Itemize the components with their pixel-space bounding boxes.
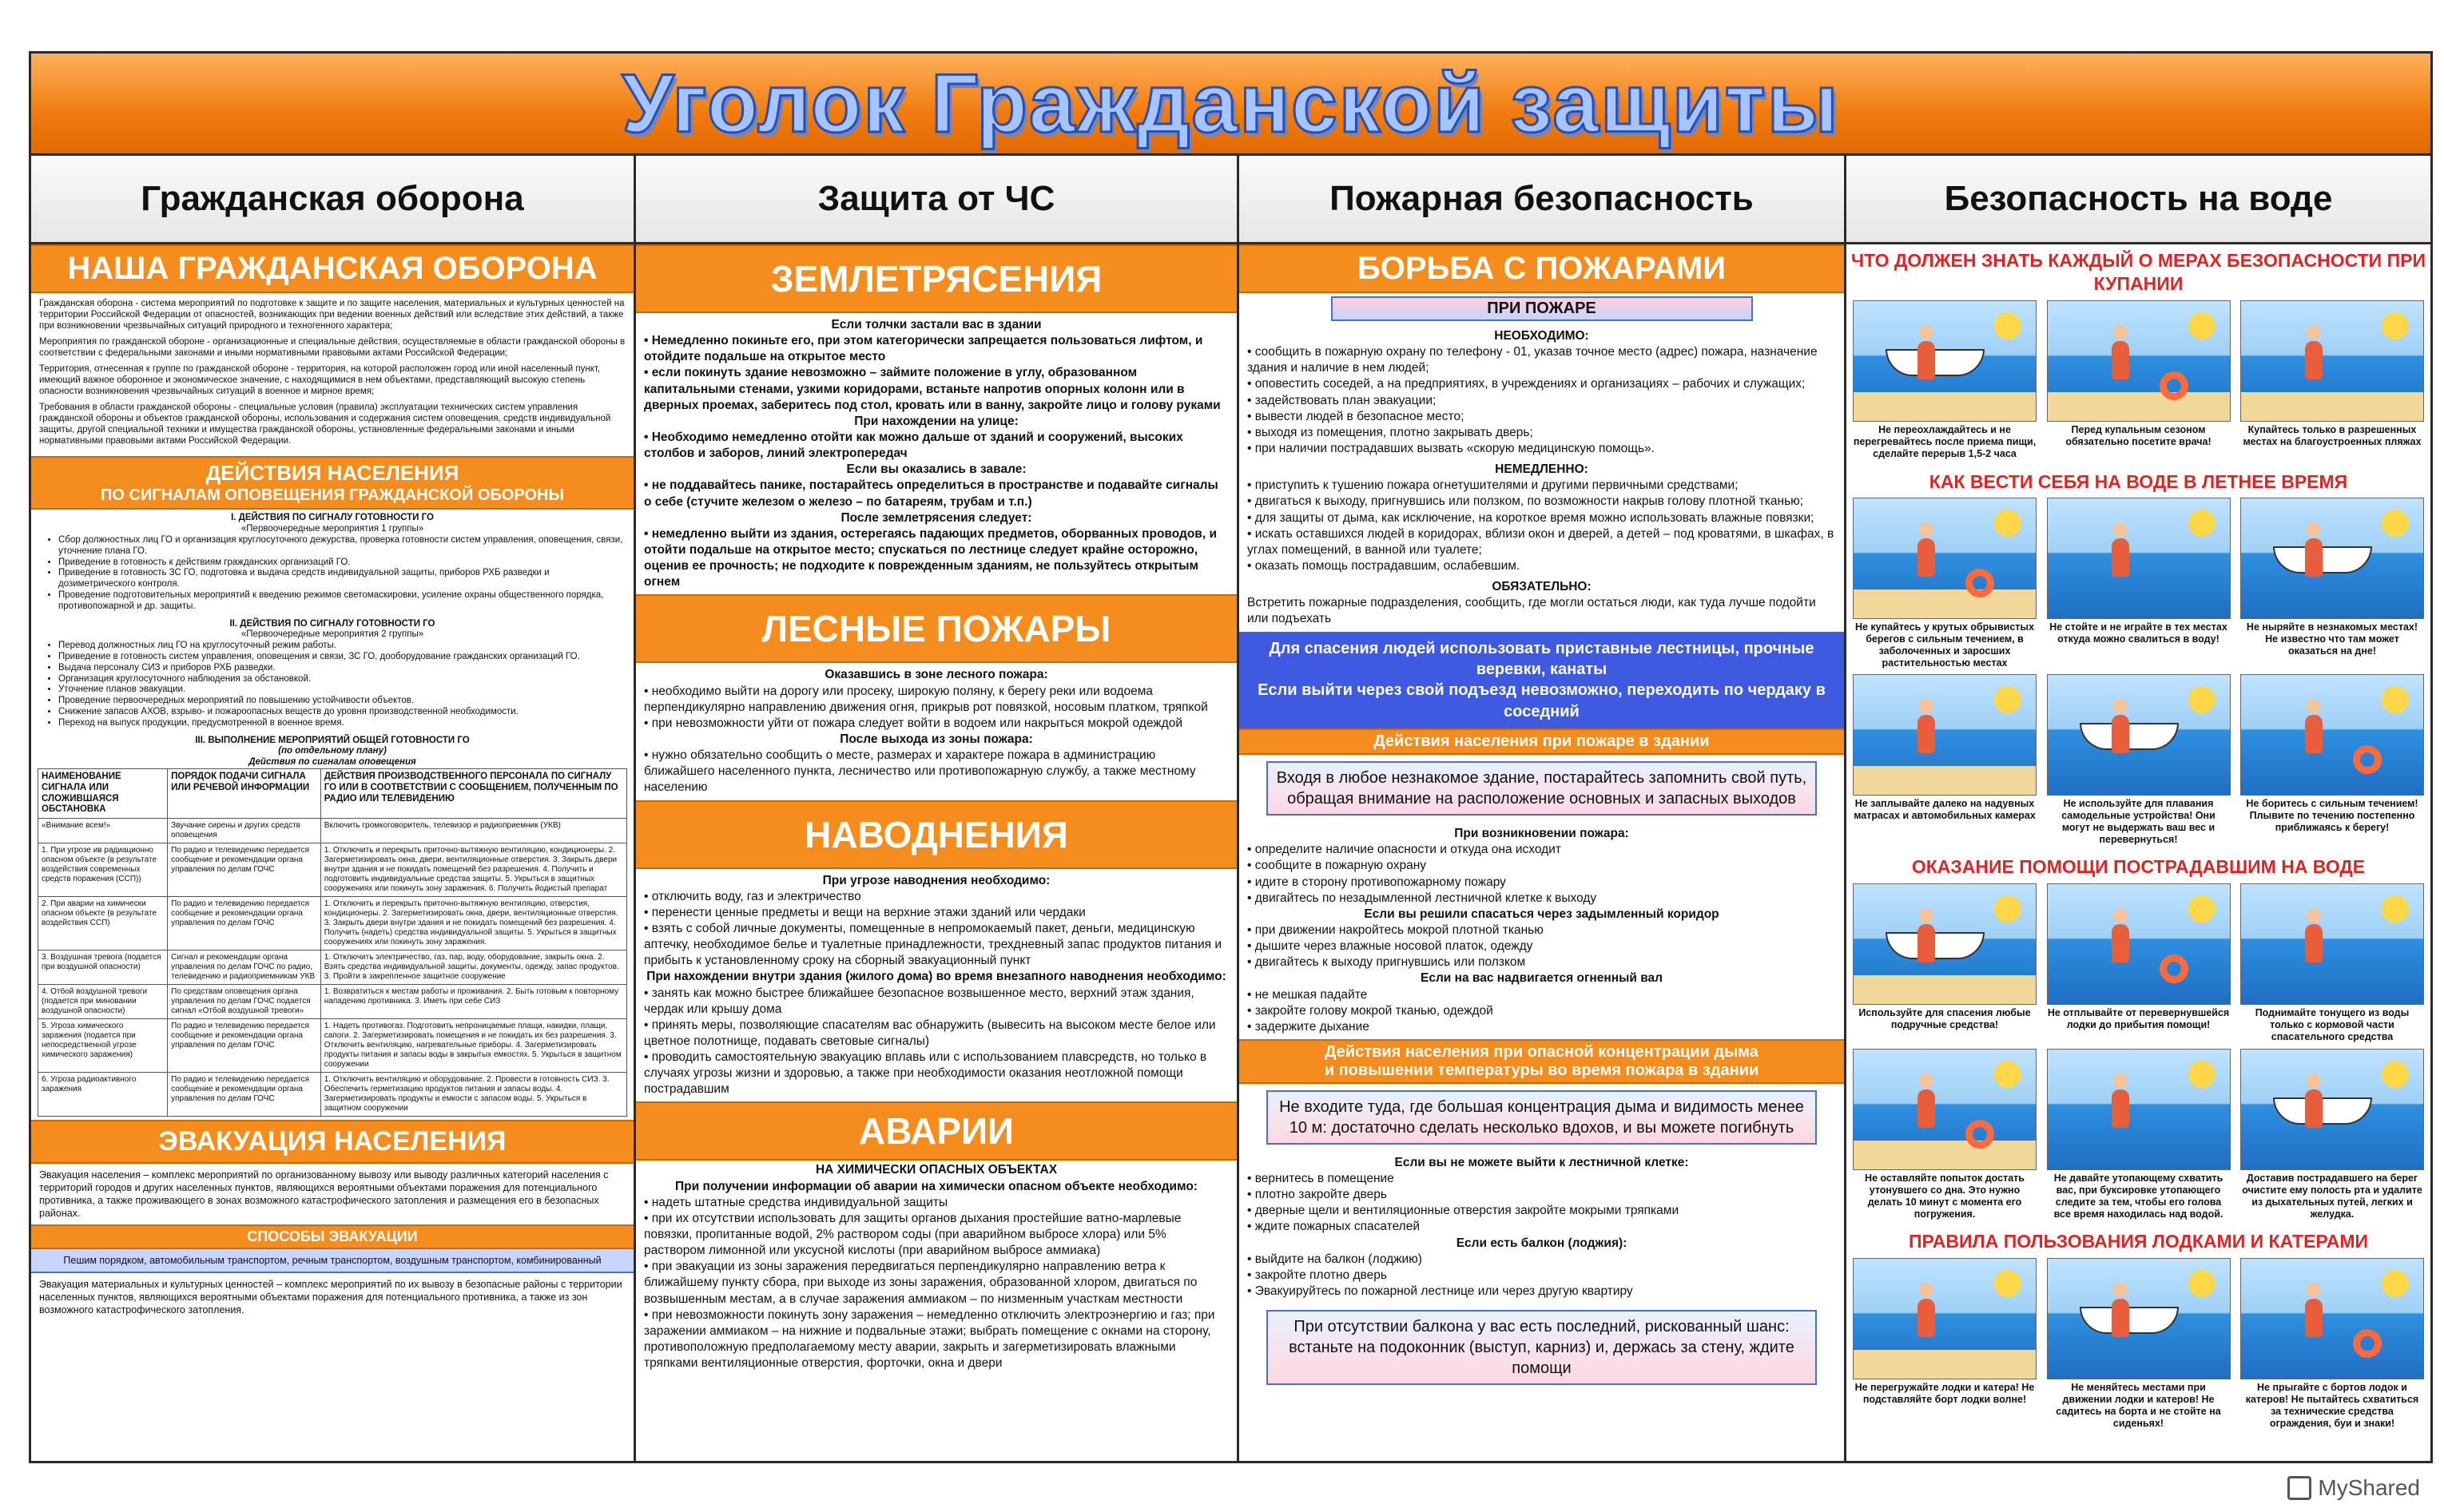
section-title: ЛЕСНЫЕ ПОЖАРЫ bbox=[636, 594, 1237, 663]
illustration-caption: Не заплывайте далеко на надувных матрасах и автомобильных камерах bbox=[1854, 798, 2036, 822]
illustration-image bbox=[2240, 674, 2424, 796]
beach-shape bbox=[1854, 589, 2036, 618]
table-cell: 1. Отключить вентиляцию и оборудование. 2. Провести в готовность СИЗ. 3. Обеспечить герметизацию продуктов питания и запасы воды. 4. Загерметизировать продукты и емкости с запасом воды. 5. Укрыться в защитном сооружении bbox=[320, 1073, 626, 1117]
sun-icon bbox=[2382, 686, 2409, 713]
evacuation-values-text: Эвакуация материальных и культурных ценностей – комплекс мероприятий по их вывозу в безопасные районы с территории населенных пунктов, являющихся вероятными объектами поражения для потенциального противника, а также из зон возможного катастрофического затопления. bbox=[39, 1279, 622, 1316]
subheading: Если вы решили спасаться через задымленный коридор bbox=[1364, 907, 1719, 921]
person-head-icon bbox=[1919, 325, 1933, 339]
section-bar: Действия населения при пожаре в здании bbox=[1239, 728, 1844, 755]
boat-icon bbox=[2080, 723, 2179, 750]
beach-shape bbox=[1854, 392, 2036, 421]
table-caption: Действия по сигналам оповещения bbox=[248, 757, 416, 768]
illustration-row bbox=[1846, 674, 2430, 851]
person-head-icon bbox=[2307, 699, 2321, 713]
person-icon bbox=[1917, 538, 1935, 577]
illustration-image bbox=[2047, 1049, 2231, 1170]
table-cell: По радио и телевидению передается сообщение и рекомендации органа управления по делам ГОЧС bbox=[168, 1073, 321, 1117]
person-icon bbox=[2305, 1299, 2323, 1337]
list-item: • Проведение подготовительных мероприятий к введению режимов светомаскировки, усиление охраны общественного порядка, противопожарной и др. защиты. bbox=[58, 590, 627, 613]
column-header: Пожарная безопасность bbox=[1239, 156, 1844, 244]
person-head-icon bbox=[2307, 1283, 2321, 1297]
person-icon bbox=[2112, 538, 2129, 577]
readiness-block bbox=[31, 510, 634, 1120]
readiness-title: I. ДЕЙСТВИЯ ПО СИГНАЛУ ГОТОВНОСТИ ГО bbox=[231, 513, 434, 523]
section-subtitle: ПО СИГНАЛАМ ОПОВЕЩЕНИЯ ГРАЖДАНСКОЙ ОБОРОНЫ bbox=[100, 486, 565, 505]
table-row bbox=[38, 819, 627, 843]
illustration-caption: Не прыгайте с бортов лодок и катеров! Не пытайтесь схватиться за технические средства ограждения, буи и знаки! bbox=[2245, 1381, 2419, 1429]
water-heading: КАК ВЕСТИ СЕБЯ НА ВОДЕ В ЛЕТНЕЕ ВРЕМЯ bbox=[1929, 470, 2348, 492]
sun-icon bbox=[1994, 510, 2021, 537]
lifebuoy-icon bbox=[2353, 1329, 2382, 1358]
table-cell: По средствам оповещения органа управления по делам ГОЧС подается сигнал «Отбой воздушной тревоги» bbox=[168, 985, 321, 1019]
boat-icon bbox=[2080, 1307, 2179, 1334]
earthquake-text bbox=[636, 313, 1237, 594]
paragraph: • необходимо выйти на дорогу или просеку, широкую поляну, к берегу реки или водоема перпендикулярно направлению движения огня, прикрыв рот повязкой, носовым платком, тряпкой • при невозможности уйти от пожара следует войти в водоем или накрыться мокрой одеждой bbox=[644, 684, 1208, 730]
readiness-subtitle: (по отдельному плану) bbox=[278, 746, 387, 756]
sun-icon bbox=[1994, 1270, 2021, 1297]
person-head-icon bbox=[2307, 1073, 2321, 1088]
water-heading: ЧТО ДОЛЖЕН ЗНАТЬ КАЖДЫЙ О МЕРАХ БЕЗОПАСНОСТИ ПРИ КУПАНИИ bbox=[1851, 250, 2426, 294]
illustration-image bbox=[2240, 1258, 2424, 1379]
column-civil-defense bbox=[31, 156, 636, 1461]
illustration-caption: Не перегружайте лодки и катера! Не подставляйте борт лодки волне! bbox=[1854, 1381, 2035, 1405]
beach-shape bbox=[1854, 975, 2036, 1004]
illustration-row bbox=[1846, 883, 2430, 1049]
person-head-icon bbox=[2113, 325, 2128, 339]
sun-icon bbox=[1994, 686, 2021, 713]
definition: Гражданская оборона - система мероприятий по подготовке к защите и по защите населения, материальных и культурных ценностей на территории Российской Федерации от опасностей, возникающих при ведении военных действий или вследствие этих действий, а также при возникновении чрезвычайных ситуаций природного и техногенного характера; bbox=[39, 299, 625, 331]
note-box: Не входите туда, где большая концентрация дыма и видимость менее 10 м: достаточно сделать несколько вдохов, и вы можете погибнуть bbox=[1266, 1090, 1817, 1145]
sun-icon bbox=[1994, 1061, 2021, 1088]
table-column-header: ДЕЙСТВИЯ ПРОИЗВОДСТВЕННОГО ПЕРСОНАЛА ПО СИГНАЛУ ГО ИЛИ В СООТВЕТСТВИИ С СООБЩЕНИЕМ, ПОЛУЧЕННЫМ ПО РАДИО ИЛИ ТЕЛЕВИДЕНИЮ bbox=[320, 768, 626, 818]
definition: Требования в области гражданской обороны - специальные условия (правила) эксплуатации технических систем управления гражданской обороны и объектов гражданской обороны, использования и содержания систем оповещения, средств индивидуальной защиты, другой специальной техники и имущества гражданской обороны, установленные федеральными законами и иными нормативными правовыми актами Российской Федерации. bbox=[39, 403, 611, 446]
water-illustration bbox=[2240, 883, 2424, 1049]
water-illustration bbox=[2240, 674, 2424, 851]
illustration-image bbox=[2240, 498, 2424, 619]
readiness-subtitle: «Первоочередные мероприятия 1 группы» bbox=[240, 524, 424, 534]
subheading: При нахождении на улице: bbox=[854, 414, 1019, 428]
boat-icon bbox=[2273, 546, 2372, 573]
subheading: Если на вас надвигается огненный вал bbox=[1420, 971, 1663, 986]
paragraph: • надеть штатные средства индивидуальной защиты • при их отсутствии использовать для защиты органов дыхания простейшие ватно-марлевые повязки, пропитанные водой, 2% раствором соды (при аварийном выбросе хлора) или 5% раствором лимонной или уксусной кислоты (при аварийном выбросе аммиака) • при эвакуации из зоны заражения передвигаться перпендикулярно направлению ветра к ближайшему пункту сбора, при выходе из зоны заражения, образованной хлором, двигаться по возвышенным местам, а в случае заражения аммиаком – по низменным участкам местности • при невозможности покинуть зону заражения – немедленно отключить электроэнергию и газ; при заражении аммиаком – на нижние и подвальные этажи; выбрать помещение с окнами на сторону, противоположную предполагаемому месту аварии, закрыть и загерметизировать влажными тряпками вентиляционные отверстия, форточки, окна и двери bbox=[644, 1195, 1215, 1371]
readiness-subtitle: «Первоочередные мероприятия 2 группы» bbox=[240, 629, 424, 640]
water-illustration bbox=[1853, 300, 2037, 466]
table-cell: 1. Отключить электричество, газ, пар, воду, оборудование, закрыть окна. 2. Взять средства индивидуальной защиты, документы, одежду, запас продуктов. 3. Пройти в закрепленное защитное сооружение bbox=[320, 950, 626, 985]
water-illustration bbox=[2047, 300, 2231, 466]
table-cell: 4. Отбой воздушной тревоги (подается при миновании воздушной опасности) bbox=[38, 985, 168, 1019]
person-icon bbox=[1917, 341, 1935, 379]
sun-icon bbox=[2382, 895, 2409, 923]
sun-icon bbox=[1994, 312, 2021, 339]
illustration-caption: Не меняйтесь местами при движении лодки и катеров! Не садитесь на борта и не стойте на сиденьях! bbox=[2056, 1381, 2221, 1429]
myshared-icon bbox=[2287, 1476, 2311, 1500]
list-item: • Выдача персоналу СИЗ и приборов РХБ разведки. bbox=[58, 663, 627, 674]
paragraph: • не поддавайтесь панике, постарайтесь определиться в пространстве и подавайте сигналы о себе (стучите железом о железо – по батареям, трубам и т.п.) bbox=[644, 478, 1218, 509]
paragraph: Встретить пожарные подразделения, сообщить, где могли остаться люди, как туда лучше подойти или подъехать bbox=[1247, 596, 1816, 626]
water-illustration bbox=[2240, 1049, 2424, 1225]
list-item: • Сбор должностных лиц ГО и организация круглосуточного дежурства, проверка готовности систем управления, оповещения, связи, уточнение плана ГО. bbox=[58, 535, 627, 558]
illustration-image bbox=[1853, 883, 2037, 1005]
table-cell: 1. Отключить и перекрыть приточно-вытяжную вентиляцию, кондиционеры. 2. Загерметизировать окна, двери, вентиляционные отверстия. 3. Закрыть двери внутри здания и не покидать помещений без разрешения. 4. Получить и подготовить индивидуальные средства защиты. 5. Укрыться в защитных сооружениях или покинуть зону заражения. 6. Получить йодистый препарат bbox=[320, 843, 626, 897]
fire-building-text bbox=[1239, 822, 1844, 1039]
illustration-image bbox=[1853, 498, 2037, 619]
subheading: После выхода из зоны пожара: bbox=[840, 732, 1033, 746]
subheading: Если вы оказались в завале: bbox=[846, 462, 1027, 477]
person-head-icon bbox=[2113, 522, 2128, 537]
illustration-caption: Не купайтесь у крутых обрывистых берегов с сильным течением, в заболоченных и заросших растительностью местах bbox=[1854, 621, 2035, 669]
methods-title: СПОСОБЫ ЭВАКУАЦИИ bbox=[31, 1224, 634, 1249]
illustration-image bbox=[2240, 300, 2424, 422]
person-head-icon bbox=[1919, 699, 1933, 713]
subheading: Если вы не можете выйти к лестничной клетке: bbox=[1394, 1155, 1689, 1169]
water-heading: ОКАЗАНИЕ ПОМОЩИ ПОСТРАДАВШИМ НА ВОДЕ bbox=[1911, 856, 2366, 878]
table-cell: По радио и телевидению передается сообщение и рекомендации органа управления по делам ГОЧС bbox=[168, 843, 321, 897]
beach-shape bbox=[2241, 392, 2423, 421]
column-header: Безопасность на воде bbox=[1846, 156, 2430, 244]
illustration-caption: Не отплывайте от перевернувшейся лодки до прибытия помощи! bbox=[2047, 1007, 2230, 1030]
definition: Территория, отнесенная к группе по гражданской обороне - территория, на которой расположен город или иной населенный пункт, имеющий важное оборонное и экономическое значение, с находящимися в нем объектами, представляющий высокую степень опасности возникновения чрезвычайных ситуаций в военное и мирное время; bbox=[39, 364, 601, 397]
lifebuoy-icon bbox=[2353, 745, 2382, 774]
person-head-icon bbox=[2113, 908, 2128, 923]
illustration-image bbox=[2240, 1049, 2424, 1170]
table-row bbox=[38, 985, 627, 1019]
water-illustration bbox=[2047, 674, 2231, 851]
table-cell: Включить громкоговоритель, телевизор и радиоприемник (УКВ) bbox=[320, 819, 626, 843]
sun-icon bbox=[2188, 312, 2215, 339]
table-row bbox=[38, 1019, 627, 1073]
section-title-line: ДЕЙСТВИЯ НАСЕЛЕНИЯ bbox=[205, 461, 459, 486]
section-title: ЭВАКУАЦИЯ НАСЕЛЕНИЯ bbox=[31, 1120, 634, 1164]
forest-fire-text bbox=[636, 663, 1237, 800]
subheading: После землетрясения следует: bbox=[840, 510, 1032, 525]
readiness-list bbox=[38, 641, 627, 728]
water-illustration bbox=[2047, 1258, 2231, 1435]
section-title: АВАРИИ bbox=[636, 1101, 1237, 1161]
table-column-header: ПОРЯДОК ПОДАЧИ СИГНАЛА ИЛИ РЕЧЕВОЙ ИНФОРМАЦИИ bbox=[168, 768, 321, 818]
list-item: • Переход на выпуск продукции, предусмотренной в военное время. bbox=[58, 718, 627, 729]
subheading: Если есть балкон (лоджия): bbox=[1456, 1236, 1627, 1250]
subheading: При получении информации об аварии на химически опасном объекте необходимо: bbox=[675, 1179, 1198, 1193]
paragraph: • не мешкая падайте • закройте голову мокрой тканью, одеждой • задержите дыхание bbox=[1247, 987, 1493, 1034]
table-row bbox=[38, 950, 627, 985]
sun-icon bbox=[2382, 510, 2409, 537]
illustration-caption: Не оставляйте попыток достать утонувшего со дна. Это нужно делать 10 минут с момента его погружения. bbox=[1865, 1173, 2025, 1220]
subheading: НА ХИМИЧЕСКИ ОПАСНЫХ ОБЪЕКТАХ bbox=[815, 1163, 1058, 1177]
list-item: • Приведение в готовность ЗС ГО, подготовка и выдача средств индивидуальной защиты, приборов РХБ разведки и дозиметрического контроля. bbox=[58, 568, 627, 590]
column-header: Гражданская оборона bbox=[31, 156, 634, 244]
lifebuoy-icon bbox=[1965, 569, 1994, 597]
table-cell: 3. Воздушная тревога (подается при воздушной опасности) bbox=[38, 950, 168, 985]
readiness-list bbox=[38, 535, 627, 613]
illustration-row bbox=[1846, 1049, 2430, 1225]
subheading: Если толчки застали вас в здании bbox=[831, 318, 1042, 331]
note-box: При отсутствии балкона у вас есть последний, рискованный шанс: встаньте на подоконник (выступ, карниз) и, держась за стену, ждите помощи bbox=[1266, 1310, 1817, 1385]
subheading: НЕОБХОДИМО: bbox=[1494, 329, 1589, 343]
subheading: При возникновении пожара: bbox=[1454, 827, 1629, 841]
poster-title: Уголок Гражданской защиты bbox=[622, 58, 1840, 150]
illustration-image bbox=[2047, 498, 2231, 619]
table-cell: 1. Отключить и перекрыть приточно-вытяжную вентиляцию, отверстия, кондиционеры. 2. Загерметизировать окна, двери, вентиляционные отверстия. 3. Закрыть двери внутри здания и не покидать помещений без разрешения. 4. Получить (надеть) средства индивидуальной защиты. 5. Укрыться в защитных сооружениях или покинуть зону заражения. bbox=[320, 897, 626, 950]
person-icon bbox=[1917, 924, 1935, 962]
section-title: ЗЕМЛЕТРЯСЕНИЯ bbox=[636, 244, 1237, 313]
person-head-icon bbox=[2113, 1073, 2128, 1088]
section-title: НАВОДНЕНИЯ bbox=[636, 800, 1237, 869]
column-water-safety bbox=[1846, 156, 2430, 1461]
person-icon bbox=[2305, 341, 2323, 379]
column-fire-safety bbox=[1239, 156, 1846, 1461]
paragraph: • вернитесь в помещение • плотно закройте дверь • дверные щели и вентиляционные отверстия закройте мокрыми тряпками • ждите пожарных спасателей bbox=[1247, 1172, 1679, 1234]
illustration-image bbox=[1853, 1049, 2037, 1170]
table-cell: 1. Возвратиться к местам работы и проживания. 2. Быть готовым к повторному нападению противника. 3. Иметь при себе СИЗ bbox=[320, 985, 626, 1019]
person-icon bbox=[2305, 538, 2323, 577]
illustration-image bbox=[1853, 1258, 2037, 1379]
person-head-icon bbox=[2113, 699, 2128, 713]
poster-frame bbox=[29, 51, 2433, 1463]
illustration-image bbox=[2047, 300, 2231, 422]
water-illustration bbox=[2240, 498, 2424, 674]
beach-shape bbox=[1854, 766, 2036, 795]
sun-icon bbox=[2188, 510, 2215, 537]
paragraph: • занять как можно быстрее ближайшее безопасное возвышенное место, верхний этаж здания, чердак или крышу дома • принять меры, позволяющие спасателям вас обнаружить (вывесить на высоком месте белое или цветное полотнище, подавать световые сигналы) • проводить самостоятельную эвакуацию вплавь или с использованием плавсредств, но только в случаях угрозы жизни и здоровью, а также при необходимости оказания неотложной помощи пострадавшим bbox=[644, 986, 1216, 1097]
illustration-caption: Поднимайте тонущего из воды только с кормовой части спасательного средства bbox=[2255, 1007, 2410, 1042]
beach-shape bbox=[1854, 1350, 2036, 1379]
water-illustration bbox=[2240, 300, 2424, 466]
water-illustration bbox=[1853, 674, 2037, 851]
illustration-image bbox=[2047, 674, 2231, 796]
accident-text bbox=[636, 1161, 1237, 1375]
person-icon bbox=[2305, 1089, 2323, 1128]
sun-icon bbox=[2382, 312, 2409, 339]
sun-icon bbox=[2188, 1270, 2215, 1297]
sun-icon bbox=[2188, 895, 2215, 923]
water-illustration bbox=[2047, 498, 2231, 674]
boat-icon bbox=[2273, 1097, 2372, 1125]
paragraph: • выйдите на балкон (лоджию) • закройте плотно дверь • Эвакуируйтесь по пожарной лестнице или через другую квартиру bbox=[1247, 1252, 1633, 1299]
illustration-caption: Перед купальным сезоном обязательно посетите врача! bbox=[2065, 423, 2212, 447]
water-heading: ПРАВИЛА ПОЛЬЗОВАНИЯ ЛОДКАМИ И КАТЕРАМИ bbox=[1908, 1231, 2369, 1252]
illustration-caption: Не переохлаждайтесь и не перегревайтесь после приема пищи, сделайте перерыв 1,5-2 часа bbox=[1853, 423, 2037, 459]
person-head-icon bbox=[2307, 908, 2321, 923]
sun-icon bbox=[2188, 686, 2215, 713]
table-cell: 5. Угроза химического заражения (подается при непосредственной угрозе химического заражения) bbox=[38, 1019, 168, 1073]
sun-icon bbox=[1994, 895, 2021, 923]
person-icon bbox=[2112, 1299, 2129, 1337]
person-icon bbox=[1917, 1299, 1935, 1337]
table-cell: 6. Угроза радиоактивного заражения bbox=[38, 1073, 168, 1117]
signals-table bbox=[38, 768, 627, 1117]
person-icon bbox=[1917, 715, 1935, 753]
methods-text: Пешим порядком, автомобильным транспортом, речным транспортом, воздушным транспортом, комбинированный bbox=[31, 1249, 634, 1273]
subheading: Оказавшись в зоне лесного пожара: bbox=[825, 668, 1048, 682]
paragraph: • нужно обязательно сообщить о месте, размерах и характере пожара в администрацию ближайшего населенного пункта, лесничество или противопожарную службу, а также местному населению bbox=[644, 748, 1196, 795]
illustration-image bbox=[2047, 1258, 2231, 1379]
person-icon bbox=[2305, 715, 2323, 753]
person-icon bbox=[2112, 715, 2129, 753]
lifebuoy-icon bbox=[1965, 1120, 1994, 1149]
paragraph: • сообщить в пожарную охрану по телефону - 01, указав точное место (адрес) пожара, назначение здания и наличие в нем людей; • оповестить соседей, а на предприятиях, в учреждениях и организациях – рабочих и служащих; • задействовать план эвакуации; • вывести людей в безопасное место; • выходя из помещения, плотно закрывать дверь; • при наличии пострадавших вызвать «скорую медицинскую помощь». bbox=[1247, 345, 1818, 455]
list-item: • Приведение в готовность к действиям гражданских организаций ГО. bbox=[58, 558, 627, 569]
subsection-label: ПРИ ПОЖАРЕ bbox=[1331, 296, 1753, 321]
illustration-caption: Не ныряйте в незнакомых местах! Не известно что там может оказаться на дне! bbox=[2246, 621, 2418, 657]
illustration-caption: Доставив пострадавшего на берег очистите ему полость рта и удалите из дыхательных путей, легких и желудка. bbox=[2242, 1173, 2422, 1220]
list-item: • Уточнение планов эвакуации. bbox=[58, 685, 627, 696]
water-illustration bbox=[2047, 883, 2231, 1049]
table-cell: 2. При аварии на химически опасном объекте (в результате воздействия ССП) bbox=[38, 897, 168, 950]
illustration-image bbox=[1853, 674, 2037, 796]
paragraph: • при движении накройтесь мокрой плотной тканью • дышите через влажные носовой платок, одежду • двигайтесь к выходу пригнувшись или ползком bbox=[1247, 923, 1544, 970]
illustration-row bbox=[1846, 498, 2430, 674]
paragraph: • приступить к тушению пожара огнетушителями и другими первичными средствами; • двигаться к выходу, пригнувшись или ползком, по возможности накрыв голову плотной тканью; • для защиты от дыма, как исключение, на короткое время можно использовать влажные повязки; • искать оставшихся людей в коридорах, вблизи окон и дверей, а детей – под кроватями, в шкафах, в углах помещений, в ванной или туалете; • оказать помощь пострадавшим, ослабевшим. bbox=[1247, 478, 1834, 573]
definition: Мероприятия по гражданской обороне - организационные и специальные действия, осуществляемые в области гражданской обороны в соответствии с федеральными законами и иными нормативными правовыми актами Российской Федерации; bbox=[39, 337, 626, 359]
table-cell: По радио и телевидению передается сообщение и рекомендации органа управления по делам ГОЧС bbox=[168, 897, 321, 950]
water-illustration bbox=[2240, 1258, 2424, 1435]
flood-text bbox=[636, 869, 1237, 1102]
illustration-caption: Не давайте утопающему схватить вас, при буксировке утопающего следите за тем, чтобы его голова все время находилась над водой. bbox=[2053, 1173, 2223, 1220]
water-illustration bbox=[2047, 1049, 2231, 1225]
person-head-icon bbox=[1919, 522, 1933, 537]
column-header: Защита от ЧС bbox=[636, 156, 1237, 244]
sun-icon bbox=[2188, 1061, 2215, 1088]
paragraph: • Немедленно покиньте его, при этом категорически запрещается пользоваться лифтом, и отойдите подальше на открытое место • если покинуть здание невозможно – займите положение в углу, образованном капитальными стенами, узкими коридорами, встаньте напротив опорных колонн или в дверных проемах, заберитесь под стол, кровать или в ванну, закройте лицо и голову руками bbox=[644, 334, 1221, 412]
illustration-caption: Используйте для спасения любые подручные средства! bbox=[1858, 1007, 2031, 1030]
table-cell: Сигнал и рекомендации органа управления по делам ГОЧС по радио, телевидению и радиоприемникам УКВ bbox=[168, 950, 321, 985]
table-row bbox=[38, 1073, 627, 1117]
section-title: НАША ГРАЖДАНСКАЯ ОБОРОНА bbox=[31, 244, 634, 293]
person-icon bbox=[2112, 341, 2129, 379]
evacuation-text: Эвакуация населения – комплекс мероприятий по организованному вывозу или выводу различных категорий населения с территорий городов и других населенных пунктов, являющихся вероятными объектами поражения для потенциального противника, а также проживающего в зонах возможного катастрофического затопления и размещения его в безопасных районах. bbox=[39, 1169, 609, 1220]
person-head-icon bbox=[2113, 1283, 2128, 1297]
poster-banner bbox=[31, 54, 2430, 156]
lifebuoy-icon bbox=[2160, 371, 2188, 400]
list-item: • Снижение запасов АХОВ, взрыво- и пожароопасных веществ до уровня производственной необходимости. bbox=[58, 707, 627, 718]
paragraph: • определите наличие опасности и откуда она исходит • сообщите в пожарную охрану • идите в сторону противопожарному пожару • двигайтесь по незадымленной лестничной клетке к выходу bbox=[1247, 843, 1597, 905]
water-illustration bbox=[1853, 1258, 2037, 1435]
table-row bbox=[38, 897, 627, 950]
list-item: • Приведение в готовность систем управления, оповещения и связи, ЗС ГО, дооборудование гражданских организаций ГО. bbox=[58, 652, 627, 663]
fire-smoke-text bbox=[1239, 1151, 1844, 1304]
person-head-icon bbox=[1919, 1283, 1933, 1297]
definitions-text bbox=[31, 293, 634, 456]
illustration-caption: Не боритесь с сильным течением! Плывите по течению постепенно приближаясь к берегу! bbox=[2246, 798, 2418, 834]
paragraph: • немедленно выйти из здания, остерегаясь падающих предметов, оборванных проводов, и отойти подальше на открытое место; спускаться по лестнице следует крайне осторожно, оценив ее прочность; не подходите к поврежденным зданиям, не пользуйтесь открытым огнем bbox=[644, 526, 1217, 589]
person-head-icon bbox=[2307, 325, 2321, 339]
table-header-row bbox=[38, 768, 627, 818]
readiness-title: II. ДЕЙСТВИЯ ПО СИГНАЛУ ГОТОВНОСТИ ГО bbox=[229, 618, 435, 629]
water-illustration bbox=[1853, 498, 2037, 674]
table-cell: Звучание сирены и других средств оповещения bbox=[168, 819, 321, 843]
person-icon bbox=[2305, 924, 2323, 962]
beach-shape bbox=[2048, 392, 2230, 421]
illustration-caption: Купайтесь только в разрешенных местах на благоустроенных пляжах bbox=[2243, 423, 2422, 447]
subheading: При нахождении внутри здания (жилого дома) во время внезапного наводнения необходимо: bbox=[646, 970, 1226, 984]
lifebuoy-icon bbox=[2160, 954, 2188, 983]
table-cell: 1. При угрозе ив радиационно опасном объекте (в результате воздействия современных средств поражения (ССП)) bbox=[38, 843, 168, 897]
paragraph: • отключить воду, газ и электричество • перенести ценные предметы и вещи на верхние этажи зданий или чердаки • взять с собой личные документы, помещенные в непромокаемый пакет, деньги, медицинскую аптечку, необходимое белье и туалетные принадлежности, трехдневный запас продуктов питания и прибыть к установленному сроку на сборный эвакуационный пункт bbox=[644, 889, 1222, 968]
illustration-image bbox=[2240, 883, 2424, 1005]
readiness-title: III. ВЫПОЛНЕНИЕ МЕРОПРИЯТИЙ ОБЩЕЙ ГОТОВНОСТИ ГО bbox=[195, 735, 470, 745]
subheading: При угрозе наводнения необходимо: bbox=[822, 873, 1051, 887]
table-cell: «Внимание всем!» bbox=[38, 819, 168, 843]
water-illustration bbox=[1853, 883, 2037, 1049]
illustration-image bbox=[1853, 300, 2037, 422]
person-icon bbox=[1917, 1089, 1935, 1128]
table-column-header: НАИМЕНОВАНИЕ СИГНАЛА ИЛИ СЛОЖИВШАЯСЯ ОБСТАНОВКА bbox=[38, 768, 168, 818]
person-head-icon bbox=[2307, 522, 2321, 537]
person-icon bbox=[2112, 1089, 2129, 1128]
person-head-icon bbox=[1919, 1073, 1933, 1088]
subheading: НЕМЕДЛЕННО: bbox=[1495, 462, 1588, 477]
beach-shape bbox=[1854, 1141, 2036, 1169]
sun-icon bbox=[2382, 1061, 2409, 1088]
table-cell: По радио и телевидению передается сообщение и рекомендации органа управления по делам ГОЧС bbox=[168, 1019, 321, 1073]
illustration-caption: Не используйте для плавания самодельные устройства! Они могут не выдержать ваш вес и перевернуться! bbox=[2061, 798, 2215, 846]
paragraph: • Необходимо немедленно отойти как можно дальше от зданий и сооружений, высоких столбов и заборов, линий электропередач bbox=[644, 430, 1183, 461]
subheading: ОБЯЗАТЕЛЬНО: bbox=[1492, 580, 1592, 594]
illustration-row bbox=[1846, 300, 2430, 466]
sun-icon bbox=[2382, 1270, 2409, 1297]
note-box: Входя в любое незнакомое здание, постарайтесь запомнить свой путь, обращая внимание на расположение основных и запасных выходов bbox=[1266, 761, 1817, 816]
fire-text bbox=[1239, 324, 1844, 632]
illustration-caption: Не стойте и не играйте в тех местах откуда можно свалиться в воду! bbox=[2049, 621, 2227, 645]
column-emergency-protection bbox=[636, 156, 1239, 1461]
highlight-box: Для спасения людей использовать приставные лестницы, прочные веревки, канаты Если выйти через свой подъезд невозможно, переходить по чердаку в соседний bbox=[1239, 632, 1844, 729]
table-row bbox=[38, 843, 627, 897]
boat-icon bbox=[1886, 932, 1985, 959]
water-illustration bbox=[1853, 1049, 2037, 1225]
watermark-text: MyShared bbox=[2318, 1475, 2420, 1500]
list-item: • Организация круглосуточного наблюдения за обстановкой. bbox=[58, 674, 627, 685]
person-icon bbox=[2112, 924, 2129, 962]
section-title: БОРЬБА С ПОЖАРАМИ bbox=[1239, 244, 1844, 293]
section-title bbox=[31, 456, 634, 510]
table-cell: 1. Надеть противогаз. Подготовить непроницаемые плащи, накидки, плащи, сапоги. 2. Загерметизировать помещения и не покидать их без разрешения. 3. Отключить вентиляцию, нагревательные приборы. 4. Загерметизировать продукты питания и запасы воды в закрытых емкостях. 5. Укрыться в защитном сооружении bbox=[320, 1019, 626, 1073]
person-head-icon bbox=[1919, 908, 1933, 923]
illustration-image bbox=[2047, 883, 2231, 1005]
section-bar: Действия населения при опасной концентрации дыма и повышении температуры во время пожара в здании bbox=[1239, 1039, 1844, 1084]
illustration-row bbox=[1846, 1258, 2430, 1435]
list-item: • Перевод должностных лиц ГО на круглосуточный режим работы. bbox=[58, 641, 627, 652]
list-item: • Проведение первоочередных мероприятий по повышению устойчивости объектов. bbox=[58, 696, 627, 707]
boat-icon bbox=[1886, 349, 1985, 376]
watermark-logo bbox=[2287, 1475, 2420, 1501]
